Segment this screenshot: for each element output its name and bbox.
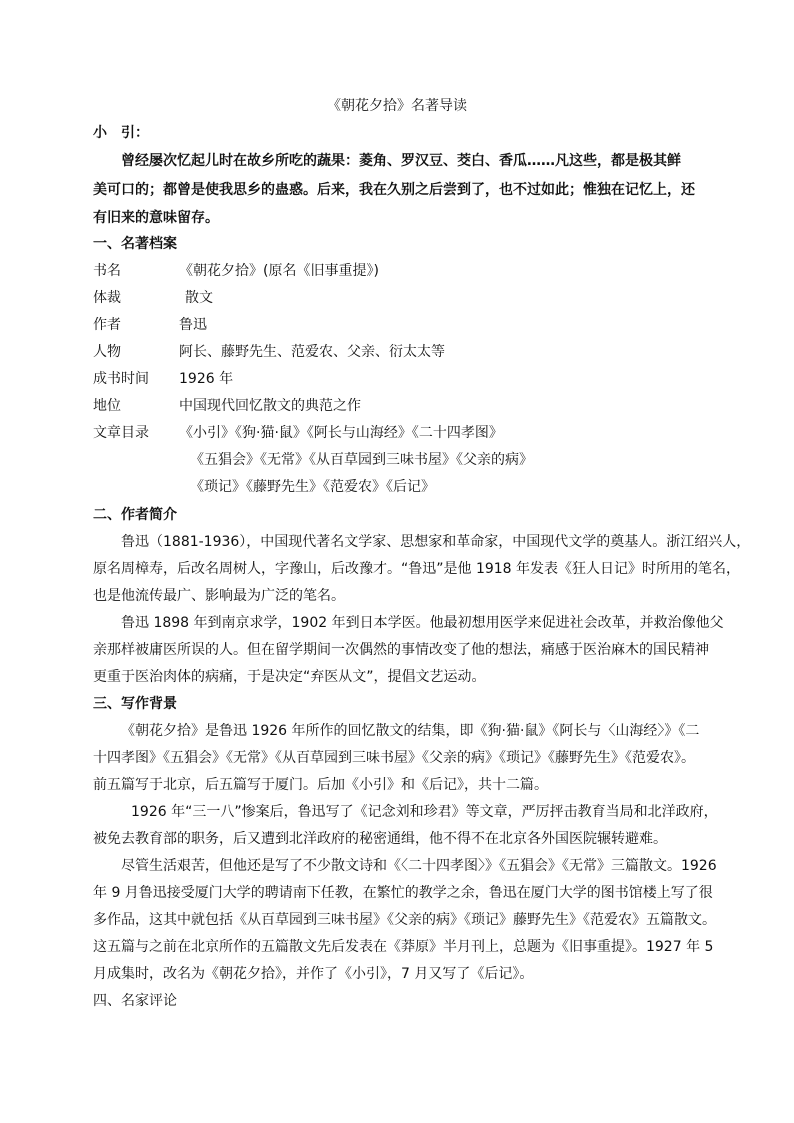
intro-label: 小 引：: [93, 125, 149, 141]
background-line: 被免去教育部的职务，后又遭到北洋政府的秘密通缉，他不得不在北京各外国医院辗转避难。: [93, 831, 667, 847]
archive-key: 体裁: [93, 290, 121, 306]
archive-key: 文章目录: [93, 425, 149, 441]
archive-value: 《小引》《狗·猫·鼠》《阿长与山海经》《二十四孝图》: [179, 425, 503, 441]
background-line: 尽管生活艰苦，但他还是写了不少散文诗和《〈二十四孝图〉》《五猖会》《无常》三篇散文。1926: [121, 858, 717, 874]
background-line: 十四孝图》《五猖会》《无常》《从百草园到三味书屋》《父亲的病》《琐记》《藤野先生》《范爱农》。: [93, 750, 695, 766]
archive-value: 鲁迅: [179, 317, 207, 333]
author-line: 更重于医治肉体的病痛，于是决定“弃医从文”，提倡文艺运动。: [93, 669, 486, 685]
archive-value: 散文: [185, 290, 213, 306]
intro-line: 曾经屡次忆起儿时在故乡所吃的蔬果：菱角、罗汉豆、茭白、香瓜……凡这些，都是极其鲜: [121, 153, 681, 169]
background-line: 月成集时，改名为《朝花夕拾》，并作了《小引》，7 月又写了《后记》。: [93, 966, 534, 982]
author-line: 亲那样被庸医所误的人。但在留学期间一次偶然的事情改变了他的想法，痛感于医治麻木的国民精神: [93, 642, 709, 658]
background-line: 年 9 月鲁迅接受厦门大学的聘请南下任教，在繁忙的教学之余，鲁迅在厦门大学的图书馆楼上写了很: [93, 885, 713, 901]
author-line: 也是他流传最广、影响最为广泛的笔名。: [93, 588, 345, 604]
section-heading-reviews: 四、名家评论: [93, 993, 177, 1009]
archive-key: 书名: [93, 263, 121, 279]
background-line: 这五篇与之前在北京所作的五篇散文先后发表在《莽原》半月刊上，总题为《旧事重提》。1927 年 5: [93, 939, 714, 955]
author-line: 鲁迅（1881-1936），中国现代著名文学家、思想家和革命家，中国现代文学的奠基人。浙江绍兴人，: [121, 534, 751, 550]
archive-value: 《朝花夕拾》(原名《旧事重提》): [179, 263, 379, 279]
section-heading-archive: 一、名著档案: [93, 236, 177, 252]
archive-key: 作者: [93, 317, 121, 333]
archive-value: 中国现代回忆散文的典范之作: [179, 398, 361, 414]
background-line: 《朝花夕拾》是鲁迅 1926 年所作的回忆散文的结集，即《狗·猫·鼠》《阿长与〈山海经〉》《二: [121, 723, 700, 739]
toc-line: 《琐记》《藤野先生》《范爱农》《后记》: [190, 479, 435, 495]
page-title: 《朝花夕拾》名著导读: [327, 98, 467, 114]
archive-value: 阿长、藤野先生、范爱农、父亲、衍太太等: [179, 344, 445, 360]
intro-line: 有旧来的意味留存。: [93, 210, 219, 226]
intro-line: 美可口的；都曾是使我思乡的蛊惑。后来，我在久别之后尝到了，也不过如此；惟独在记忆上，还: [93, 182, 695, 198]
background-line: 多作品，这其中就包括《从百草园到三味书屋》《父亲的病》《琐记》藤野先生》《范爱农》五篇散文。: [93, 912, 716, 928]
archive-key: 人物: [93, 344, 121, 360]
toc-line: 《五猖会》《无常》《从百草园到三味书屋》《父亲的病》: [190, 452, 533, 468]
author-line: 原名周樟寿，后改名周树人，字豫山，后改豫才。“鲁迅”是他 1918 年发表《狂人日记》时所用的笔名，: [93, 561, 741, 577]
section-heading-author: 二、作者简介: [93, 507, 177, 523]
background-line: 1926 年“三一八”惨案后，鲁迅写了《记念刘和珍君》等文章，严厉抨击教育当局和北洋政府，: [131, 804, 718, 820]
author-line: 鲁迅 1898 年到南京求学，1902 年到日本学医。他最初想用医学来促进社会改革，并救治像他父: [121, 615, 724, 631]
section-heading-background: 三、写作背景: [93, 696, 177, 712]
archive-value: 1926 年: [179, 371, 234, 387]
archive-key: 成书时间: [93, 371, 149, 387]
background-line: 前五篇写于北京，后五篇写于厦门。后加《小引》和《后记》，共十二篇。: [93, 777, 548, 793]
archive-key: 地位: [93, 398, 121, 414]
